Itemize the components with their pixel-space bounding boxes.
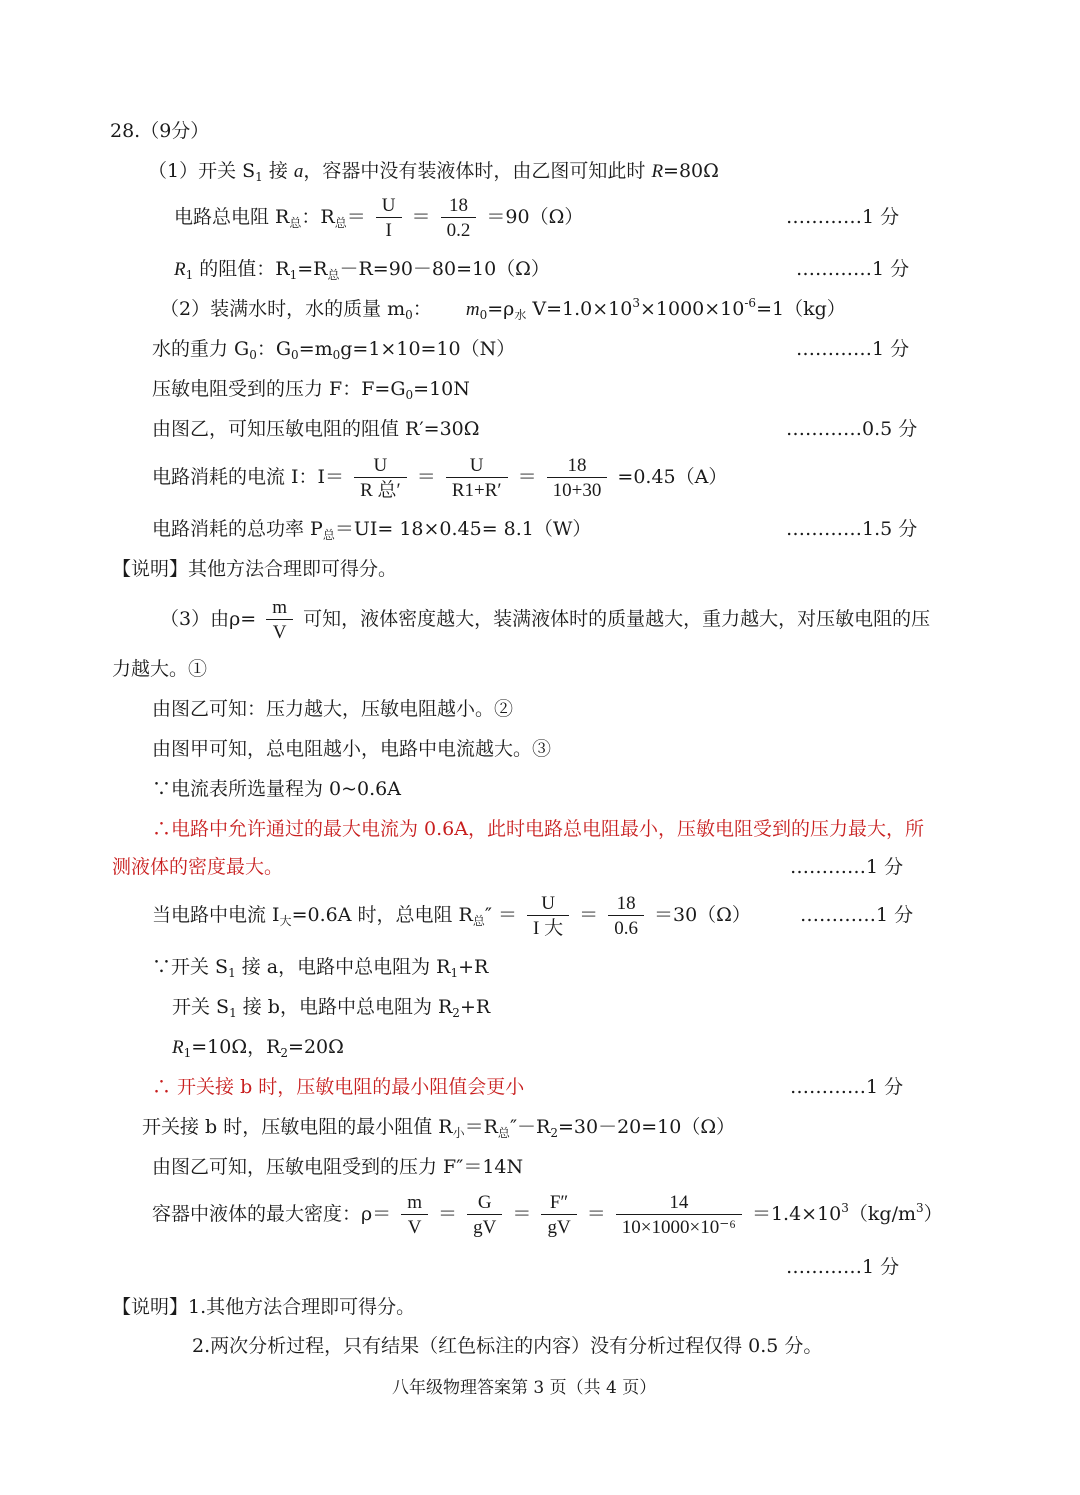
subscript: 总: [322, 528, 335, 542]
text: 开关 S: [172, 996, 230, 1018]
r1-resistance-line: [174, 258, 550, 282]
text: ＝: [438, 1203, 458, 1225]
numerator: U: [376, 196, 402, 218]
variable: a: [293, 161, 304, 182]
red-conclusion-3: ∴ 开关接 b 时，压敏电阻的最小阻值会更小: [152, 1076, 525, 1098]
superscript: 3: [916, 1201, 924, 1215]
text: ＝: [579, 904, 599, 926]
subscript: 水: [514, 308, 527, 322]
subscript: 小: [452, 1126, 465, 1140]
max-current-line: [152, 894, 751, 938]
text: ）: [923, 1203, 943, 1225]
numerator: U: [446, 456, 508, 478]
denominator: 0.2: [446, 220, 471, 241]
text: =10N: [413, 378, 470, 400]
numerator: 18: [441, 196, 477, 218]
fraction: [266, 598, 293, 642]
score-mark: …………1 分: [786, 206, 900, 228]
text: 水的重力 G: [152, 338, 250, 360]
denominator: V: [407, 1217, 422, 1238]
text: 的阻值：R: [193, 258, 290, 280]
fraction: [446, 456, 508, 500]
score-mark: …………0.5 分: [786, 418, 918, 440]
denominator: V: [272, 622, 287, 643]
subscript: 0: [291, 348, 299, 362]
text: －R=90－80=10（Ω）: [339, 258, 550, 280]
text: ，容器中没有装液体时，由乙图可知此时: [303, 160, 652, 182]
subscript: 0: [405, 308, 413, 322]
fraction: [376, 196, 402, 240]
subscript: 总: [497, 1126, 510, 1140]
numerator: F″: [541, 1193, 576, 1215]
text: 当电路中电流 I: [152, 904, 280, 926]
text: =0.6A 时，总电阻 R: [291, 904, 473, 926]
superscript: -6: [744, 296, 757, 310]
text: ＝: [517, 466, 537, 488]
subscript: 总: [289, 216, 302, 230]
note-2: 【说明】1.其他方法合理即可得分。: [112, 1296, 416, 1318]
subscript: 总: [334, 216, 347, 230]
current-line: [152, 456, 727, 500]
fraction: [401, 1193, 428, 1237]
switch-b-line: [172, 996, 491, 1020]
denominator: I 大: [533, 918, 564, 939]
text: ″ ＝: [484, 904, 517, 926]
text: +R: [459, 996, 491, 1018]
text: =10Ω，R: [191, 1036, 281, 1058]
text: =ρ: [487, 298, 515, 320]
fraction: [354, 456, 407, 500]
text: ＝: [346, 206, 366, 228]
text: =1（kg）: [756, 298, 846, 320]
text: 压敏电阻受到的压力 F：F=G: [152, 378, 406, 400]
subscript: 2: [452, 1006, 460, 1020]
text: =0.45（A）: [617, 466, 728, 488]
variable: R: [651, 161, 664, 182]
pressure-from-graph-line: 由图乙可知，压敏电阻受到的压力 F″＝14N: [152, 1156, 524, 1178]
text: 容器中液体的最大密度：ρ＝: [152, 1203, 392, 1225]
denominator: I: [385, 220, 392, 241]
text: ＝UI= 18×0.45= 8.1（W）: [334, 518, 592, 540]
text: ＝: [416, 466, 436, 488]
text: ＝: [411, 206, 431, 228]
score-mark: …………1 分: [790, 856, 904, 878]
note-1: 【说明】其他方法合理即可得分。: [112, 558, 398, 580]
fraction: [547, 456, 608, 500]
text: =30－20=10（Ω）: [557, 1116, 736, 1138]
total-power-line: [152, 518, 592, 542]
variable: m: [465, 299, 480, 320]
numerator: 18: [547, 456, 608, 478]
text: 电路消耗的电流 I：I＝: [152, 466, 345, 488]
fraction: [541, 1193, 576, 1237]
text: （2）装满水时，水的质量 m: [160, 298, 406, 320]
text: ×1000×10: [639, 298, 745, 320]
numerator: U: [527, 894, 569, 916]
pressure-force-line: [152, 378, 470, 402]
text: ＝: [512, 1203, 532, 1225]
switch-a-line: [152, 956, 489, 980]
text: ″－R: [509, 1116, 551, 1138]
part3-continued: 力越大。①: [112, 658, 208, 680]
score-mark: …………1 分: [790, 1076, 904, 1098]
text: ＝90（Ω）: [486, 206, 584, 228]
subscript: 0: [405, 388, 414, 402]
numerator: G: [467, 1193, 502, 1215]
resistance-from-graph-line: 由图乙，可知压敏电阻的阻值 R′=30Ω: [152, 418, 480, 440]
red-conclusion-2: 测液体的密度最大。: [112, 856, 284, 878]
fraction: [608, 894, 644, 938]
subscript: 1: [450, 966, 459, 980]
red-conclusion-1: ∴电路中允许通过的最大电流为 0.6A，此时电路总电阻最小，压敏电阻受到的压力最大，所: [152, 818, 924, 840]
ammeter-range: ∵电流表所选量程为 0~0.6A: [152, 778, 401, 800]
subscript: 1: [185, 268, 194, 282]
numerator: U: [354, 456, 407, 478]
text: g=1×10=10（N）: [340, 338, 516, 360]
denominator: 10×1000×10⁻⁶: [621, 1217, 736, 1238]
reason-3: 由图甲可知，总电阻越小，电路中电流越大。③: [152, 738, 552, 760]
text: ：G: [256, 338, 292, 360]
variable: R: [174, 259, 186, 280]
text: =m: [298, 338, 333, 360]
total-resistance-line: [174, 196, 583, 240]
score-mark: …………1 分: [796, 338, 910, 360]
fraction: [527, 894, 569, 938]
text: ：: [412, 298, 432, 320]
variable: R: [172, 1037, 184, 1058]
page-footer: 八年级物理答案第 3 页（共 4 页）: [392, 1378, 657, 1398]
score-mark: …………1 分: [800, 904, 914, 926]
text: 接: [262, 160, 294, 182]
water-weight-line: [152, 338, 516, 362]
subscript: 1: [229, 1006, 237, 1020]
fraction: [616, 1193, 742, 1237]
fraction: [467, 1193, 502, 1237]
part3-intro: [160, 598, 930, 642]
numerator: m: [401, 1193, 428, 1215]
text: ＝R: [464, 1116, 498, 1138]
max-density-line: [152, 1193, 943, 1237]
text: 电路总电阻 R: [174, 206, 290, 228]
text: =R: [297, 258, 328, 280]
subscript: 1: [228, 966, 236, 980]
text: 电路消耗的总功率 P: [152, 518, 323, 540]
note-2-item-2: 2.两次分析过程，只有结果（红色标注的内容）没有分析过程仅得 0.5 分。: [192, 1335, 823, 1357]
numerator: 14: [616, 1193, 742, 1215]
text: ＝1.4×10: [751, 1203, 842, 1225]
text: 可知，液体密度越大，装满液体时的质量越大，重力越大，对压敏电阻的压: [303, 608, 931, 630]
text: ∵开关 S: [152, 956, 229, 978]
numerator: 18: [608, 894, 644, 916]
subscript: 0: [479, 308, 488, 322]
text: ＝: [586, 1203, 606, 1225]
text: 开关接 b 时，压敏电阻的最小阻值 R: [142, 1116, 453, 1138]
text: V=1.0×10: [526, 298, 633, 320]
subscript: 大: [279, 914, 292, 928]
denominator: gV: [473, 1217, 497, 1238]
question-heading: 28.（9分）: [110, 120, 210, 142]
text: =80Ω: [663, 160, 719, 182]
text: 接 b，电路中总电阻为 R: [236, 996, 453, 1018]
subscript: 1: [255, 170, 263, 184]
min-resistance-line: [142, 1116, 736, 1140]
text: =20Ω: [288, 1036, 344, 1058]
denominator: 10+30: [552, 480, 602, 501]
part1-intro: [148, 160, 719, 184]
part2-intro: [160, 296, 846, 322]
denominator: 0.6: [614, 918, 638, 939]
text: ＝30（Ω）: [654, 904, 751, 926]
text: ：R: [301, 206, 335, 228]
subscript: 2: [550, 1126, 558, 1140]
score-mark: …………1 分: [796, 258, 910, 280]
fraction: [441, 196, 477, 240]
text: （kg/m: [848, 1203, 917, 1225]
denominator: gV: [547, 1217, 571, 1238]
text: +R: [458, 956, 489, 978]
reason-2: 由图乙可知：压力越大，压敏电阻越小。②: [152, 698, 514, 720]
text: 接 a，电路中总电阻为 R: [235, 956, 451, 978]
text: （1）开关 S: [148, 160, 256, 182]
subscript: 2: [280, 1046, 289, 1060]
superscript: 3: [841, 1201, 849, 1215]
denominator: R1+R′: [451, 480, 502, 501]
numerator: m: [266, 598, 293, 620]
denominator: R 总′: [360, 480, 401, 501]
subscript: 总: [327, 268, 340, 282]
score-mark: …………1 分: [786, 1256, 900, 1278]
subscript: 1: [289, 268, 298, 282]
subscript: 总: [472, 914, 485, 928]
score-mark: …………1.5 分: [786, 518, 918, 540]
subscript: 1: [183, 1046, 192, 1060]
text: （3）由ρ=: [160, 608, 257, 630]
superscript: 3: [632, 296, 640, 310]
subscript: 0: [332, 348, 341, 362]
subscript: 0: [249, 348, 257, 362]
resistor-values-line: [172, 1036, 344, 1060]
